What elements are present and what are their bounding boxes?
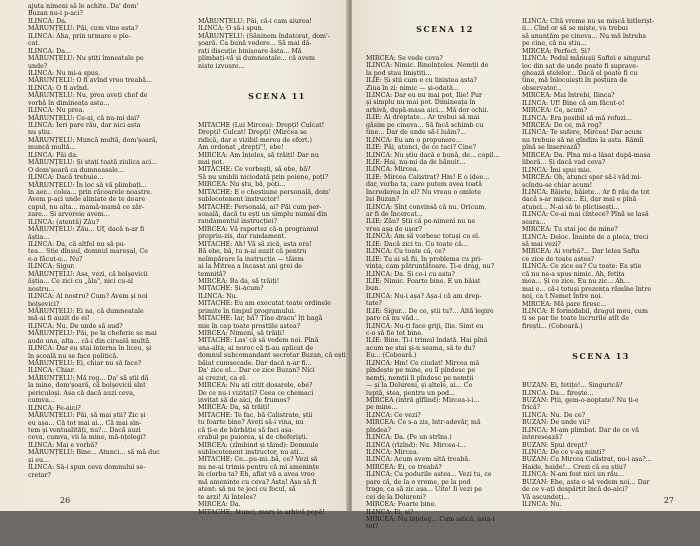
text-line: ILINCA: Ce zice ea? Cu toate: Ea știe [522, 263, 642, 271]
text-line: în ciorba ta? Eh, aflat vă a avea vreo [198, 471, 315, 479]
text-line: ILINCA: O să-i spun. [198, 25, 264, 33]
text-line: ILINCA (rîzînd): Nu. Mircea-i... [366, 441, 466, 449]
page-number: 26 [60, 496, 71, 505]
text-line: tot? [366, 523, 379, 531]
text-line: ILIE: Zău? Știi că pe-nimeni nu ne [366, 218, 476, 226]
text-line: și eu... [28, 456, 50, 464]
scene-heading: SCENA 12 [416, 23, 474, 34]
text-line: — și la Delureni, și altele, ai... Ce [366, 382, 473, 390]
text-line: ILINCA: Mircea. [366, 449, 419, 456]
text-line: ILIE: Ai dreptate... Ar trebui să mai [366, 114, 480, 122]
left-page-column-2 [198, 3, 356, 531]
text-line: De ce nu-i vizitați? Ceea ce chemaci [198, 389, 314, 397]
text-line: atunci... N-ai să te plictisești... [522, 203, 620, 211]
text-line: ILINCA: Am să vorbesc totuși cu el. [366, 233, 481, 241]
text-line: nu trebuie să ne gîndim la asta. Rămîi [522, 136, 644, 144]
text-line: MIRCEA: Oh, atunci sper să-i văd mi- [522, 174, 642, 182]
text-line: MIRCEA: Ai vorbă?... Dar lelea Safta [522, 248, 640, 256]
text-line: ILINCA: Ei, și? [366, 508, 414, 516]
text-line: ILINCA: Nu mi-a spus. [28, 69, 101, 77]
text-line: temniță? [198, 270, 226, 278]
text-line: ILINCA: Eu am o propunere... [366, 136, 462, 144]
text-line: Ziua în zi: nimic — și-odată... [366, 84, 459, 92]
text-line: ILINCA: Fe-aici? [28, 404, 81, 412]
text-line: O dom'șoară ca dumneasale... [28, 166, 124, 174]
text-line: firești... (Coboară.) [522, 322, 583, 330]
text-line: zare... Și arvoreie avem... [28, 211, 110, 219]
text-line: ILINCA: Nimic. Binelnțeles. Nemții de [366, 62, 489, 70]
text-line: invitat să de aici, de frumos? [198, 396, 291, 404]
text-line: MITACHE: Ce vorbești, să ebe, bă? [198, 166, 311, 174]
text-line: BUZAN: Ehe, asta o să vedem noi... Dar [522, 478, 650, 486]
text-line: MIRCEA: Vă raportez că-n programul [198, 225, 319, 233]
text-line: pe cine, că nu știu... [522, 40, 587, 48]
text-line: MĂRUNȚELU: Mă rog... Da' să știi dă [28, 374, 149, 382]
text-line: ILIE: Și stii cum e cu liniștea asta? [366, 77, 477, 85]
text-line: seara... [522, 218, 546, 226]
text-line: ti se par tie toate lucrurile atît de [522, 315, 629, 323]
text-line: ILINCA: Podul mănușii Saftei e singurul [522, 55, 650, 63]
text-line: mă amenințe cu ceva? Asta! Așa să fi [198, 478, 317, 486]
text-line: lui Buzan? [366, 196, 400, 204]
text-line: MITACHE (Lui Mircea): Drepți! Culcat! [198, 121, 325, 129]
text-line: MITACHE: Te fac, bă Calistrate, știi [198, 411, 313, 419]
text-line: pare că, de la o vreme, pe la pod [366, 478, 471, 486]
text-line: sublocotenent instructor! [198, 196, 280, 204]
text-line: MĂRUNȚELU: Muncă multă, dom'șoară, [28, 136, 158, 144]
text-line: ILINCA: Îmi spui mie. [522, 166, 592, 174]
text-line: dacă s-ar mișca... Ei, dar mai e pînă [522, 196, 637, 204]
text-line: Să nu umblii niciodată prin poiene, poți? [198, 173, 328, 181]
text-line: mea... Și ce zice. Eu nu zic... Ah... [522, 278, 630, 286]
text-line: ILINCA: Dacă trebuie... [28, 174, 104, 182]
text-line: niște izvoare... [198, 62, 245, 70]
text-line: ILINCA: Nu-i așa? Așa-i că am drep- [366, 292, 482, 300]
text-line: arhivă, după-masa aici... Mă dor ochii. [366, 106, 489, 114]
text-line: ILINCA: Cîtă vreme nu se mișcă hitlerișt- [522, 17, 655, 25]
text-line: cumva... [28, 397, 55, 405]
text-line: mie în cap toate prostiile astea? [198, 322, 301, 330]
text-line: atent: să nu te joci cu focul, să [198, 486, 296, 494]
text-line: te arzi! Ai înțeles? [198, 493, 257, 501]
text-line: MĂRUNȚELU: Ei na, că dumneatale [28, 307, 144, 315]
page-number: 27 [663, 496, 674, 505]
text-line: Vă ascundeți... [522, 493, 570, 501]
text-line: MIRCEA: Tu stai joc de mine? [522, 226, 618, 234]
text-line: ce zice de toate astea? [522, 255, 595, 263]
text-line: ILINCA: Sînt convinsă că nu. Oricum, [366, 203, 487, 211]
text-line: Haide, haide!... Crezi că eu știu? [522, 463, 627, 471]
text-line: tem și ventualități, nu?... Dacă auzi [28, 426, 141, 434]
text-line: ăștia... [28, 233, 50, 241]
text-line: dar, vorba ta, care putem avea toată [366, 181, 483, 189]
text-line: ILINCA: Nu. [522, 501, 562, 509]
text-line: MITACHE: E o chestiune personală, dom' [198, 188, 331, 196]
text-line: ILINCA: Ieri pare rău, dar nici asta [28, 122, 141, 129]
text-line: vrea așa de ușor? [366, 225, 423, 233]
text-line: încrederea în el? Nu vreau o omlete [366, 188, 481, 196]
text-line: MIRCEA: Am înțeles, să trăiți! Dar nu [198, 151, 319, 159]
text-line: MIRCEA: Nu ștu, bă, poți... [198, 181, 286, 189]
text-line: rați discuție binișoare ăsta... Mă [198, 47, 302, 55]
text-line: trage, ca să zic așa... Uite! Ii vezi pe [366, 486, 482, 494]
text-line: ILINCA: N-am fost nici un rău... [522, 471, 624, 479]
text-line: mă-ai fi auzit de ei! [28, 315, 90, 323]
text-line: ILINCA: O fi avînd. [28, 84, 89, 92]
text-line: în aer... colea... prin răcoarele noastre. [28, 188, 153, 196]
text-line: la mine, dom'șoară, că bolșevicii sînt [28, 382, 146, 390]
text-line: că ți-e de bărbăție să faci așa- [198, 426, 294, 434]
text-line: MĂRUNȚELU: Păi, să mai știi? Zic și [28, 412, 146, 420]
text-line: ILIE: Nimic. Foarte bine. E un băiat [366, 277, 481, 285]
text-line: ILINCA: Da... firește... [522, 389, 594, 397]
text-line: șcîndu-se chiar acum! [522, 181, 593, 189]
text-line: MIRCEA: Da, să trăiți! [198, 404, 270, 412]
text-line: ii... Cînd or să se miște, va trebui [522, 25, 628, 33]
text-line: ILINCA: Cu toate că, ce? [366, 248, 446, 256]
left-page-column-1 [28, 3, 186, 479]
text-line: nu ne-ai trimis pentru că mi amenințe [198, 463, 320, 471]
text-line: Da' zice el... Dar ce zice Buzan? Nici [198, 367, 315, 375]
text-line: MIRCEA: De ce, mă rog? [522, 122, 602, 130]
left-page [0, 0, 348, 516]
text-line: capul, nu alta... mamă-mamă ce zăr- [28, 203, 145, 211]
text-line: periculoși. Asa că dacă auzi ceva, [28, 389, 136, 397]
text-line: vorbă în dimineața asta... [28, 99, 110, 107]
text-line: șoară. Ca bună vedere... Să mai dă- [198, 40, 312, 48]
text-line: sublocotenent instructor, nu ați... [198, 449, 305, 457]
text-line: ILINCA: Da. Și ce-i cu asta? [366, 270, 455, 278]
text-line: ILINCA: Uf! Bine că am făcut-o! [522, 99, 625, 107]
text-line: MIRCEA: Mai întrebi, Ilinca? [522, 92, 615, 100]
text-line: e-a făcut-o... Nu? [28, 255, 83, 263]
text-line: MĂRUNȚELU: Nu știți îmneatale pe [28, 55, 144, 63]
scene-heading: SCENA 11 [248, 90, 306, 101]
text-line: luptă, stea, pentru un pod... [366, 389, 456, 397]
text-line: BUZAN: Spui drept? [522, 441, 588, 449]
text-line: pîndea? [366, 426, 391, 434]
text-line: în școală nu se face politică. [28, 352, 119, 360]
text-line: ceva, cumva, vii la mine, mă-nțelegi? [28, 434, 146, 442]
text-line: ILINCA: Mai e vorbă? [28, 441, 98, 449]
text-line: ar fi de încercat... [366, 211, 423, 218]
text-line: c-o să fie tot bine. [366, 330, 424, 337]
text-line: ILINCA: De ce v-aș minți? [522, 449, 605, 457]
text-line: MITACHE: Ce...pu-mi..bă, ce? Vezi să [198, 456, 318, 464]
text-line: ILINCA: Dar eu stai interna în liceu, și [28, 345, 152, 353]
right-page-column-2 [522, 3, 680, 523]
text-line: MIRCEA: Ba da, să trăiți! [198, 277, 280, 285]
text-line: MIRCEA: Se vede ceva? [366, 54, 443, 62]
text-line: ILINCA: Aha, prin urmare e pie- [28, 32, 131, 40]
text-line: ILINCA: Deloc. Înainte de a pleca, treci [522, 233, 649, 241]
text-line: MĂRUNȚELU: Asa, vezi, că bolșevicii [28, 270, 148, 278]
text-line: MĂRUNȚELU: Nu, prea aveți chef de [28, 92, 148, 100]
text-line: ILIE: Hai, nu-mi da de bănuit... [366, 158, 466, 166]
text-line: crabul pe puiorea, și de cheferiști. [198, 434, 308, 442]
text-line: pare că nu văd... [366, 315, 420, 323]
text-line: MĂRUNȚELU: Ei, chiar nu să face? [28, 360, 142, 367]
text-line: loc din sat de unde poate fi suprave- [522, 62, 639, 70]
text-line: MIRCEA: Ce s-a zis, într-adevăr, mă [366, 419, 481, 427]
text-line: MĂRUNȚELU: Bine... Atunci... să mă duc [28, 449, 160, 457]
text-line: tate? [366, 300, 382, 308]
text-line: Bă ebe, bă, tu n-ai auzit că pentru [198, 248, 307, 256]
right-page-column-1 [366, 3, 524, 546]
text-line: nu știu. [28, 129, 52, 137]
text-line: ILINCA: Al nostru? Cum? Avem și noi [28, 293, 148, 301]
text-line: ILINCA: Da. (Pe un strîns.) [366, 434, 452, 442]
text-line: ILINCA: Nu știu dacă e bună, de... copil... [366, 151, 500, 159]
text-line: mai e... că-i totuși prezența rămîne între [522, 285, 652, 293]
text-line: ăștia... Ce zici cu „ăla", nici cu-al [28, 278, 134, 286]
text-line: MIRCEA (intră gîfîind): Mircea-i-i... [366, 396, 480, 404]
text-line: ILINCA: Sigur. [28, 263, 75, 271]
text-line: MĂRUNȚELU: Și stați toată ziulica aci... [28, 159, 158, 167]
text-line: ILIE: Sigur... De ce, știi tu?... Altă legire [366, 307, 494, 315]
text-line: MIRCEA: Nimeni, să trăiți! [198, 330, 285, 338]
text-line: mai pot. [198, 158, 225, 166]
text-line: unde? [28, 62, 48, 70]
text-line: ajuta nimeni să le achite. Da' dom' [28, 3, 139, 10]
text-line: MIRCEA: Perfect. Și? [522, 47, 591, 55]
text-line: ai la Mitrea a încasat ani grei de [198, 263, 303, 271]
text-line: primite în timpul programului. [198, 307, 296, 315]
text-line: găsim pe cineva... Să facă schimb cu [366, 121, 484, 129]
text-line: liberă... Și dacă vad ceva? [522, 159, 606, 167]
text-line: să anunțăm pe cineva... Nu mă întreba [522, 32, 646, 40]
text-line: interesează? [522, 434, 563, 442]
text-line: MITACHE: Eu am executat toate ordinele [198, 300, 331, 308]
text-line: ILINCA: Era posibil să mă refuzi... [522, 114, 632, 122]
text-line: MIRCEA: Da. [198, 501, 241, 509]
text-line: MĂRUNȚELU: Păi, pe la cheferie se mai [28, 330, 157, 338]
text-line: ILINCA: Acum avem altă treabă. [366, 456, 471, 464]
text-line: noi, ca t Nemeț între noi. [522, 293, 603, 301]
text-line: BUZAN: Ptii, gem-o-noptate? Nu ți-e [522, 396, 639, 404]
text-line: MIRCEA: Da. Pîna mi-a lăsat după-masa [522, 151, 651, 159]
text-line: ILINCA: (atentă) Zău? [28, 218, 99, 226]
text-line: MITACHE: Și-acum? [198, 285, 264, 293]
text-line: MĂRUNȚELU: Păi, cum vine asta? [28, 25, 138, 33]
text-line: ILINCA: Nu prea. [28, 107, 85, 115]
text-line: să mai vezi? [522, 241, 561, 249]
text-line: Drepți! Culcat! Drepți! (Mircea se [198, 129, 307, 137]
text-line: Buzan nu-i p-aci? [28, 10, 83, 18]
text-line: MIRCEA: Mă pare firesc... [522, 300, 607, 308]
text-line: ILIE: Păi, atunci, de ce taci? Cine? [366, 144, 477, 152]
text-line: MITACHE: Las' că să vedem noi. Pînă [198, 337, 319, 345]
text-line: băiat cumsecade. Dar dacă n-ar fi... [198, 359, 312, 367]
text-line: ridică, dar e vizibil mereu de efort.) [198, 136, 312, 144]
text-line: cretar? [28, 471, 51, 479]
text-line: MITACHE: Personală, ai? Păi cum per- [198, 203, 322, 211]
text-line: eu așa... Că tot mai ai... Că mai sin- [28, 419, 142, 427]
text-line: pînă se înserează? [522, 144, 581, 152]
text-line: nostru... [28, 285, 55, 293]
text-line: tu foarte bine? Aveți să-i vina, nu [198, 419, 304, 427]
text-line: ILINCA: M-am plimbat. Dar de ce vă [522, 426, 639, 434]
text-line: MITACHE: Ah! Vă să zică, asta era! [198, 240, 312, 248]
text-line: MITACHE: Atunci, marș la arhivă popă! [198, 508, 326, 516]
text-line: ILIE: Tu ai să fii, în problema cu pri- [366, 255, 483, 263]
text-line: ILIE: Bine. Ți-i trimul îndată. Hai pînă [366, 337, 488, 345]
text-line: frică? [522, 404, 541, 412]
text-line: ILINCA: Să-i spun ceva domnului se- [28, 464, 146, 472]
text-line: ILINCA: Chiar. [28, 367, 76, 375]
text-line: observator... [522, 84, 562, 92]
text-line: MĂRUNȚELU: (Săninem îndatorat, dom'- [198, 32, 330, 40]
text-line: ILINCA: Nu. De unde să aud? [28, 322, 123, 330]
text-line: MĂRUNȚELU: O fi avînd vreo treabă... [28, 77, 153, 85]
text-line: MĂRUNȚELU: În loc să vă plimbați... [28, 181, 147, 189]
text-line: MITACHE: Iar, bă? Ține dracu' îți bagă [198, 315, 323, 323]
text-line: pe mine... [366, 404, 398, 412]
text-line: cei de la Delureni? [366, 493, 426, 501]
text-line: vința, cam pătrunțătoare. Ți-e drag, nu? [366, 263, 495, 271]
text-line: cat. [28, 40, 40, 48]
text-line: BUZAN: Ei, fetițo!... Singurică? [522, 382, 623, 390]
text-line: randamentul instrucției? [198, 218, 278, 226]
text-line: domnul subcomandant secretar Buzan, că ești [198, 352, 346, 360]
text-line: una-alta, ai noroc că ți-au aplicat de [198, 344, 314, 352]
text-line: pîndește pe mine, eu îl pîndesc pe [366, 367, 476, 375]
text-line: la pod stau liniștiți... [366, 69, 432, 77]
scene-heading: SCENA 13 [572, 351, 630, 362]
text-line: ILIE: Dacă zici tu. Cu toate că... [366, 240, 468, 248]
text-line: ILINCA: Nu-ți face griji, Ilie. Simt eu [366, 322, 484, 330]
text-line: ILINCA: Hm! Ce ciudat! Mircea mă [366, 359, 480, 367]
text-line: Am ordonat „drepți"!, ebe! [198, 144, 284, 152]
text-line: Avem p-aci unde aliniate de te doare [28, 196, 146, 204]
text-line: aude una, alta... că-i din cireală multă. [28, 337, 152, 345]
text-line: tine, mă înlocuiești în postura de [522, 77, 628, 85]
text-line: ILINCA: Da. [28, 17, 67, 25]
text-line: ILINCA: Dar eu nu mai pot, Ilie! Pur [366, 92, 483, 99]
text-line: ILINCA: Da... [28, 47, 71, 55]
text-line: de ce v-ați despărțit încă de-aici? [522, 486, 628, 494]
text-line: nemți, nemții îi pîndesc pe nemții [366, 374, 474, 382]
text-line: ILINCA: Băiete, băiete... Ar fi rău de tot [522, 188, 650, 196]
text-line: neîmpărare la instrucție — tăiem [198, 255, 304, 263]
text-line: ILINCA: Mircea. [366, 166, 419, 174]
text-line: MIRCEA: Ce, acum? [522, 107, 587, 115]
text-line: bun. [366, 285, 381, 293]
text-line: tine... Dar de unde să-l luăm?... [366, 129, 467, 137]
text-line: ghează stelelor... Dacă el poate fi cu [522, 69, 638, 77]
text-line: sonală, dacă tu ești un simplu numai din [198, 211, 328, 219]
text-line: ILINCA: Nu. [198, 292, 238, 300]
text-line: MĂRUNȚELU: Ce-ai, că nu-mi dai? [28, 114, 140, 122]
right-page [352, 0, 700, 531]
text-line: ILINCA: Ce-ai mai cîntece? Pînă se lasă [522, 211, 649, 219]
text-line: acum ne stai și-n seama, să te du? [366, 344, 476, 352]
text-line: BUZAN: Cu Mircea Calistrat, nu-i așa?... [522, 456, 652, 464]
text-line: ILIE: Mircea Calistrat? Hm! E o idee... [366, 173, 490, 181]
text-line: BUZAN: De unde vii? [522, 419, 590, 427]
text-line: MIRCEA: Nu ați citit dosarele, ebe? [198, 382, 313, 390]
text-line: ILINCA: Te sufere, Mircea! Dar acum [522, 129, 642, 137]
text-line: bolșevici? [28, 300, 60, 308]
text-line: și simplu nu mai pot. Dimineața în [366, 99, 476, 107]
text-line: MIRCEA: Ei, ce treabă? [366, 463, 442, 471]
text-line: ILINCA: Cu podurile astea... Vezi tu, ce [366, 471, 492, 479]
text-line: ILINCA: Ce vezi? [366, 411, 421, 419]
text-line: MIRCEA: Nu înțeleg... Cum adică, asta-i [366, 515, 495, 523]
text-line: ILINCA: Da, că altfel nu să pu- [28, 241, 126, 248]
text-line: Eu... (Coboară.) [366, 352, 417, 360]
text-line: MIRCEA: (zîmbind și tăind): Domnule [198, 441, 319, 449]
text-line: plimbați-vă și dumneatale... că avem [198, 55, 315, 63]
text-line: propriu-zis, dar randament. [198, 233, 287, 241]
text-line: ILINCA: Nu. De ce? [522, 411, 586, 419]
text-line: MIRCEA: Foarte bine. [366, 501, 437, 509]
text-line: ILINCA: E formidabil, dragul meu, cum [522, 307, 648, 315]
text-line: MĂRUNȚELU: Păi, că-i cam aiurea! [198, 17, 312, 25]
text-line: MĂRUNȚELU: Zău... Uf, dacă n-ar fi [28, 226, 145, 234]
text-line: ILINCA: Păi da. [28, 151, 78, 159]
text-line: muncă multă... [28, 144, 76, 152]
text-line: că nu ne-a spus nimic. Ah, fetița [522, 270, 625, 278]
text-line: ai crezut, ca el. [198, 374, 247, 382]
text-line: tea... Stie dînsul, domnul mareșal, Ce [28, 248, 148, 256]
